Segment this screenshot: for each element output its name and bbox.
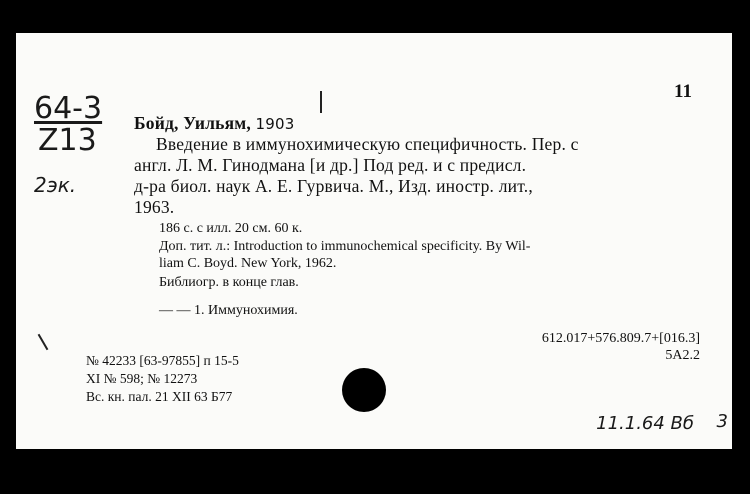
title-line-2: англ. Л. М. Гинодмана [и др.] Под ред. и с предисл.	[134, 155, 527, 175]
udc-number: 612.017+576.809.7+[016.3]	[541, 331, 700, 346]
parallel-title-line-1: Доп. тит. л.: Introduction to immunochemical specificity. By Wil-	[159, 239, 531, 254]
registry-line-1: № 42233 [63-97855] п 15-5	[86, 353, 239, 368]
call-number-top: 64-3	[34, 91, 103, 126]
author-heading	[134, 113, 295, 134]
margin-note: 2эк.	[34, 173, 77, 197]
parallel-title-line-2: liam C. Boyd. New York, 1962.	[159, 256, 337, 271]
physical-description: 186 с. с илл. 20 см. 60 к.	[159, 221, 303, 236]
punch-hole	[342, 368, 386, 412]
title-line-1: Введение в иммунохимическую специфичность. Пер. с	[156, 134, 579, 154]
title-line-3: д-ра биол. наук А. Е. Гурвича. М., Изд. иностр. лит.,	[134, 176, 533, 196]
registry-line-2: XI № 598; № 12273	[86, 371, 198, 386]
author-year: 1903	[255, 115, 295, 133]
corner-mark: 3	[716, 411, 728, 432]
bibliography-note: Библиогр. в конце глав.	[159, 275, 299, 290]
handwritten-signature: 11.1.64 Вб	[596, 413, 694, 434]
pen-stroke	[38, 334, 49, 351]
title-line-4: 1963.	[134, 197, 175, 217]
subject-heading: — — 1. Иммунохимия.	[159, 303, 298, 318]
catalog-card	[16, 33, 732, 449]
call-number-bottom: Z13	[38, 123, 97, 158]
author-name: Бойд, Уильям,	[134, 113, 251, 133]
page-number: 11	[674, 81, 692, 102]
class-code: 5А2.2	[665, 348, 700, 363]
registry-line-3: Вс. кн. пал. 21 XII 63 Б77	[86, 389, 233, 404]
pen-stroke	[320, 91, 322, 113]
